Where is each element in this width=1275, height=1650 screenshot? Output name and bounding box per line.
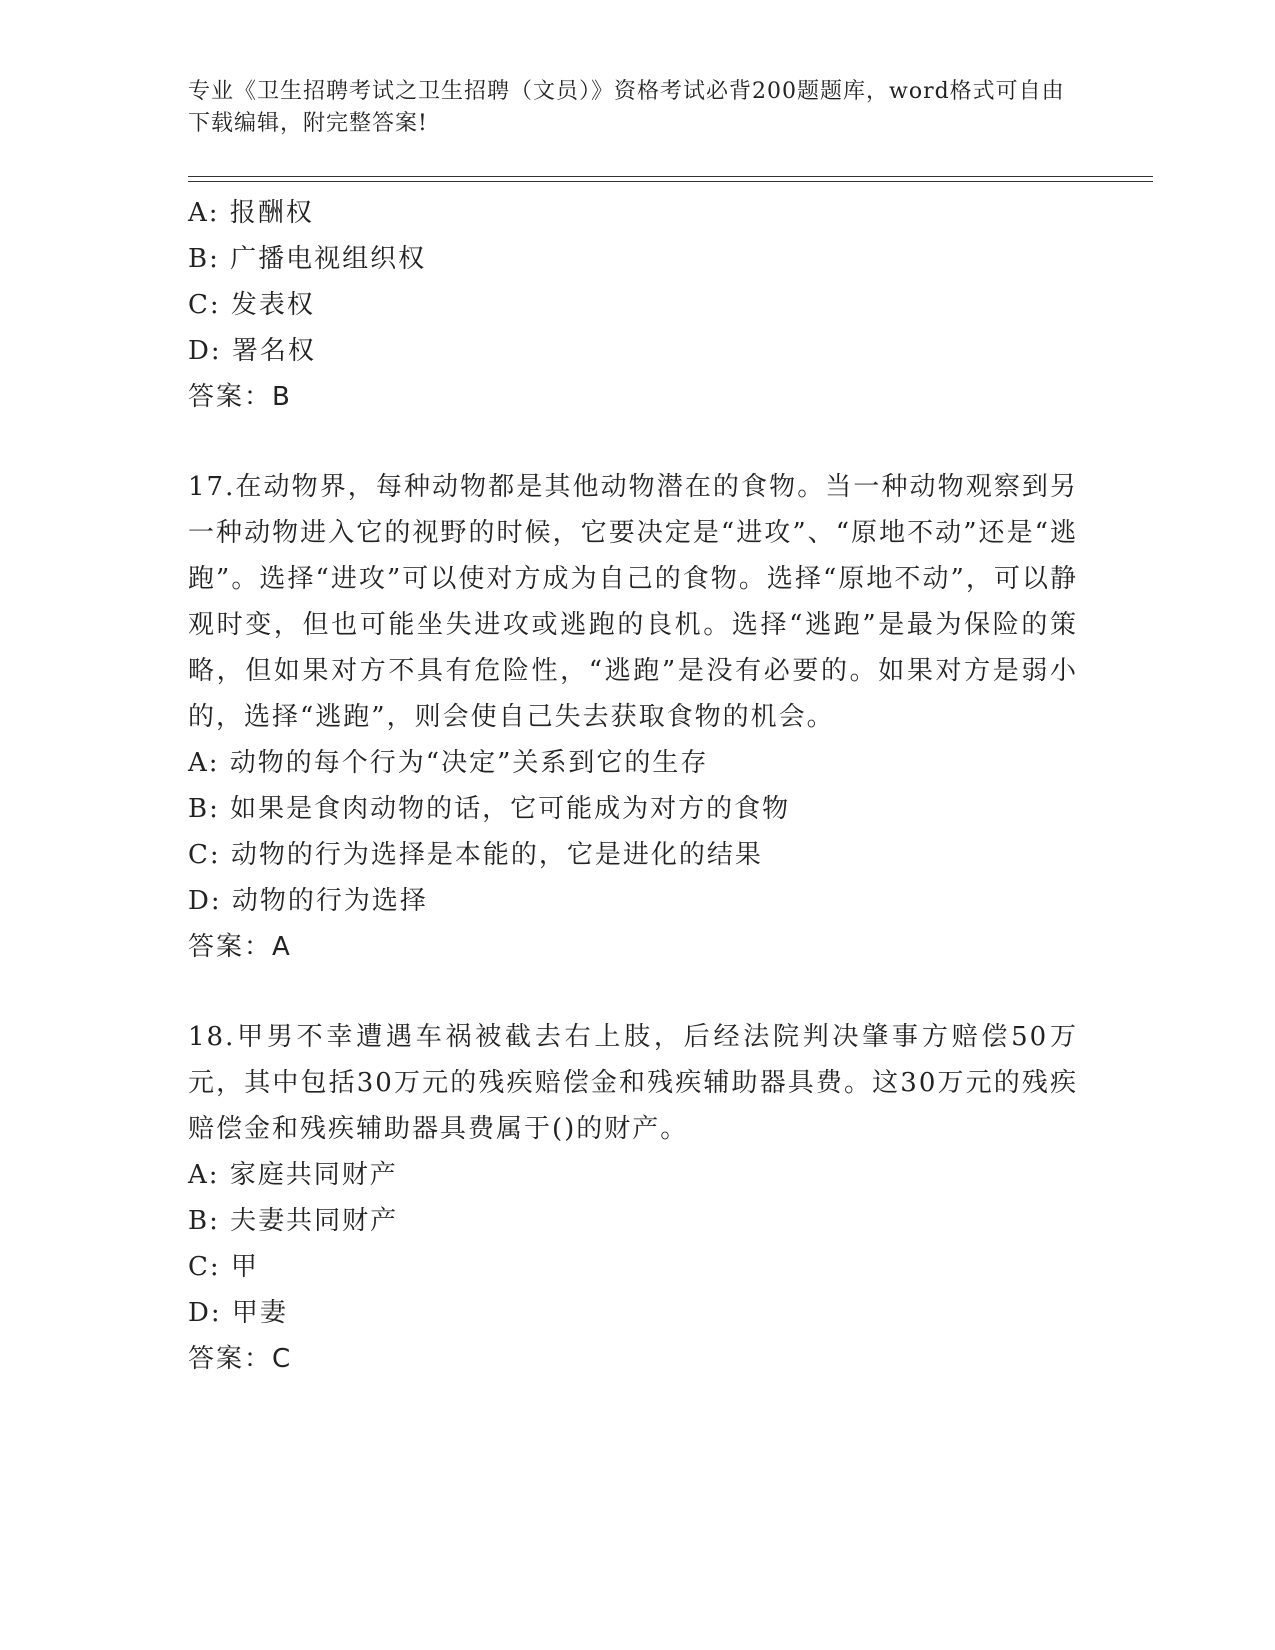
option-c: C: 甲: [188, 1252, 259, 1282]
header-divider-top: [188, 176, 1153, 177]
question-text: 17.在动物界，每种动物都是其他动物潜在的食物。当一种动物观察到另一种动物进入它的视野的时候，它要决定是“进攻”、“原地不动”还是“逃跑”。选择“进攻”可以使对方成为自己的食物。选择“原地不动”，可以静观时变，但也可能坐失进攻或逃跑的良机。选择“逃跑”是最为保险的策略，但如果对方不具有危险性，“逃跑”是没有必要的。如果对方是弱小的，选择“逃跑”，则会使自己失去获取食物的机会。: [188, 472, 1078, 732]
option-c: C: 发表权: [188, 290, 315, 320]
question-17: [188, 464, 1078, 970]
option-d: D: 署名权: [188, 336, 316, 366]
option-a: A: 动物的每个行为“决定”关系到它的生存: [188, 748, 709, 778]
question-text: 18.甲男不幸遭遇车祸被截去右上肢，后经法院判决肇事方赔偿50万元，其中包括30万元的残疾赔偿金和残疾辅助器具费。这30万元的残疾赔偿金和残疾辅助器具费属于()的财产。: [188, 1022, 1078, 1144]
option-b: B: 如果是食肉动物的话，它可能成为对方的食物: [188, 794, 791, 824]
option-a: A: 报酬权: [188, 198, 314, 228]
question-18: [188, 1014, 1078, 1382]
option-d: D: 动物的行为选择: [188, 886, 428, 916]
answer-line: 答案：B: [188, 382, 292, 412]
answer-line: 答案：C: [188, 1344, 293, 1374]
header-divider-bottom: [188, 181, 1153, 182]
option-c: C: 动物的行为选择是本能的，它是进化的结果: [188, 840, 763, 870]
document-body: [188, 190, 1078, 1382]
option-d: D: 甲妻: [188, 1298, 288, 1328]
option-b: B: 夫妻共同财产: [188, 1206, 399, 1236]
option-b: B: 广播电视组织权: [188, 244, 427, 274]
option-a: A: 家庭共同财产: [188, 1160, 398, 1190]
document-header: 专业《卫生招聘考试之卫生招聘（文员）》资格考试必背200题题库，word格式可自由下载编辑，附完整答案!: [188, 79, 1065, 136]
answer-line: 答案：A: [188, 932, 292, 962]
previous-question-block: [188, 190, 1078, 420]
